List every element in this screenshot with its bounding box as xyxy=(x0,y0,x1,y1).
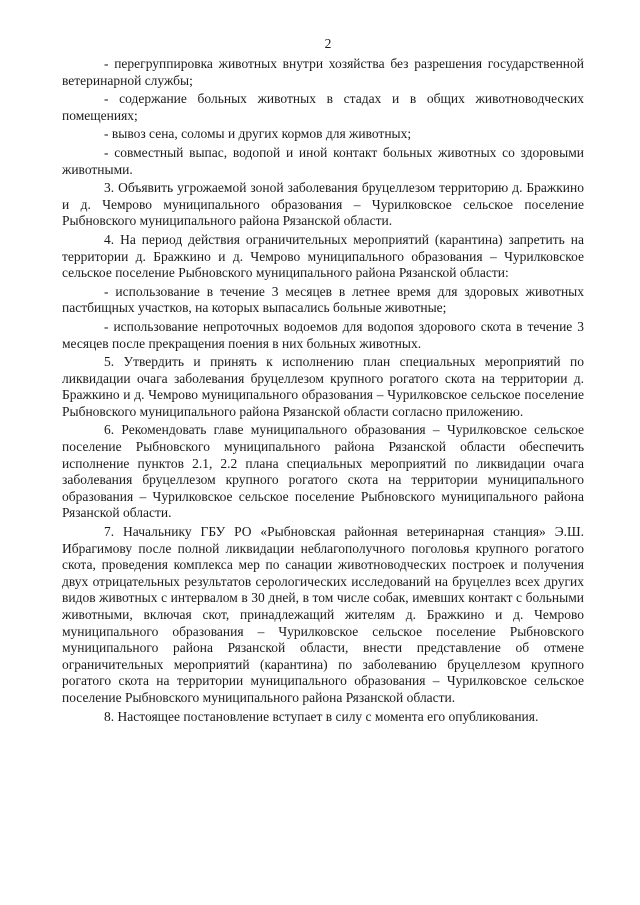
paragraph-water-ban: - использование непроточных водоемов для водопоя здорового скота в течение 3 месяцев после прекращения поения в них больных животных. xyxy=(62,318,584,351)
paragraph-keeping-ban: - содержание больных животных в стадах и в общих животноводческих помещениях; xyxy=(62,91,584,123)
paragraph-item-8: 8. Настоящее постановление вступает в силу с момента его опубликования. xyxy=(104,708,539,724)
paragraph-item-4: 4. На период действия ограничительных мероприятий (карантина) запретить на территории д. Бражкино и д. Чемрово муниципального образования – Чурилковское сельское поселение Рыбновского муниципального района Рязанской области: xyxy=(62,231,584,281)
paragraph-pasture-ban: - использование в течение 3 месяцев в летнее время для здоровых животных пастбищных участков, на которых выпасались больные животные; xyxy=(62,283,584,316)
page-number: 2 xyxy=(324,36,332,51)
paragraph-regrouping-ban: - перегруппировка животных внутри хозяйства без разрешения государственной ветеринарной службы; xyxy=(62,56,584,88)
paragraph-contact-ban: - совместный выпас, водопой и иной контакт больных животных со здоровыми животными. xyxy=(62,144,584,177)
paragraph-item-6: 6. Рекомендовать главе муниципального образования – Чурилковское сельское поселение Рыбновского муниципального района Рязанской области обеспечить исполнение пунктов 2.1, 2.2 плана специальных мероприятий по ликвидации очага заболевания бруцеллезом крупного рогатого скота на территории муниципального образования – Чурилковское сельское поселение Рыбновского муниципального района Рязанской области. xyxy=(62,422,584,521)
paragraph-item-5: 5. Утвердить и принять к исполнению план специальных мероприятий по ликвидации очага заболевания бруцеллезом крупного рогатого скота на территории д. Бражкино и д. Чемрово муниципального образования – Чурилковское сельское поселение Рыбновского муниципального района Рязанской области согласно приложению. xyxy=(62,354,584,419)
paragraph-item-3: 3. Объявить угрожаемой зоной заболевания бруцеллезом территорию д. Бражкино и д. Чемрово муниципального образования – Чурилковское сельское поселение Рыбновского муниципального района Рязанской области. xyxy=(62,180,584,229)
paragraph-item-7: 7. Начальнику ГБУ РО «Рыбновская районная ветеринарная станция» Э.Ш. Ибрагимову после полной ликвидации неблагополучного поголовья крупного рогатого скота, проведения комплекса мер по санации животноводческих построек и получения двух отрицательных результатов серологических исследований на бруцеллез всех других видов животных с интервалом в 30 дней, в том числе собак, имевших контакт с больными животными, включая скот, принадлежащий жителям д. Бражкино и д. Чемрово муниципального образования – Чурилковское сельское поселение Рыбновского муниципального района Рязанской области, внести представление об отмене ограничительных мероприятий (карантина) по заболеванию бруцеллезом крупного рогатого скота на территории муниципального образования – Чурилковское сельское поселение Рыбновского муниципального района Рязанской области. xyxy=(62,524,584,705)
paragraph-feed-export-ban: - вывоз сена, соломы и других кормов для животных; xyxy=(104,126,412,142)
